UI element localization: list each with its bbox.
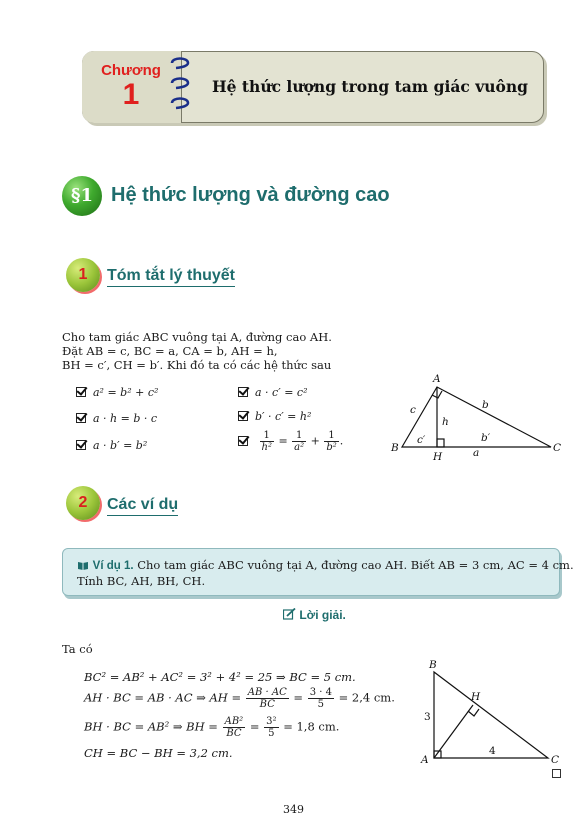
checkbox-icon	[238, 387, 248, 397]
formula-item: b′ · c′ = h²	[238, 410, 311, 423]
checkbox-icon	[238, 436, 248, 446]
checkbox-icon	[76, 440, 86, 450]
svg-text:3: 3	[424, 711, 431, 723]
chapter-number: 1	[122, 78, 140, 111]
triangle-figure-example	[415, 655, 575, 770]
binder-rings-icon	[168, 55, 194, 121]
solution-line4: CH = BC − BH = 3,2 cm.	[84, 746, 233, 760]
formula-item: a · c′ = c²	[238, 386, 308, 399]
pencil-edit-icon	[283, 608, 296, 620]
example-statement: Ví dụ 1. Cho tam giác ABC vuông tại A, đường cao AH. Biết AB = 3 cm, AC = 4 cm.	[77, 558, 574, 572]
theory-intro-line3: BH = c′, CH = b′. Khi đó ta có các hệ thức sau	[62, 358, 332, 372]
theory-title: Tóm tắt lý thuyết	[107, 267, 235, 287]
chapter-word: Chương	[101, 62, 161, 79]
section-title: Hệ thức lượng và đường cao	[111, 184, 390, 206]
svg-text:c: c	[410, 404, 416, 416]
formula-item: a · b′ = b²	[76, 439, 147, 452]
svg-text:C: C	[553, 442, 562, 454]
svg-text:H: H	[433, 451, 443, 463]
examples-number-badge: 2	[66, 486, 100, 520]
solution-line3: BH · BC = AB² ⇒ BH = $\frac{\text{AB²}}{BC}$ = $\frac{\text{3²}}{5}$ = 1,8 cm.	[84, 716, 340, 739]
svg-text:c′: c′	[417, 434, 426, 446]
checkbox-icon	[238, 411, 248, 421]
svg-text:A: A	[421, 754, 429, 766]
example-question: Tính BC, AH, BH, CH.	[77, 574, 206, 588]
solution-line2: AH · BC = AB · AC ⇒ AH = $\frac{AB \cdot AC}{BC}$ = $\frac{3 \cdot 4}{5}$ = 2,4 cm.	[84, 687, 395, 710]
end-of-proof-square	[552, 769, 561, 778]
svg-text:h: h	[442, 416, 449, 428]
triangle-figure-altitude	[385, 370, 575, 465]
checkbox-icon	[76, 413, 86, 423]
formula-item: a · h = b · c	[76, 412, 157, 425]
svg-text:A: A	[433, 373, 441, 385]
svg-text:a: a	[473, 447, 480, 459]
svg-text:B: B	[429, 659, 437, 671]
theory-intro-line2: Đặt AB = c, BC = a, CA = b, AH = h,	[62, 344, 278, 358]
formula-item-fraction: $\frac{1}{\text{h²}}$ = $\frac{1}{\text{a²}}$ + $\frac{1}{\text{b²}}$ .	[238, 430, 343, 453]
svg-text:C: C	[551, 754, 560, 766]
svg-text:B: B	[391, 442, 399, 454]
theory-number-badge: 1	[66, 258, 100, 292]
svg-text:b: b	[482, 399, 489, 411]
chapter-title: Hệ thức lượng trong tam giác vuông	[212, 77, 528, 96]
examples-title: Các ví dụ	[107, 496, 178, 516]
svg-text:H: H	[471, 691, 481, 703]
section-number-badge: §1	[62, 176, 102, 216]
svg-text:b′: b′	[481, 432, 491, 444]
example-label: Ví dụ 1.	[92, 560, 134, 572]
checkbox-icon	[76, 387, 86, 397]
book-icon	[77, 560, 89, 570]
solution-intro: Ta có	[62, 642, 93, 656]
formula-item: a² = b² + c²	[76, 386, 158, 399]
solution-heading: Lời giải.	[283, 608, 346, 622]
svg-text:4: 4	[489, 745, 496, 757]
page-number: 349	[283, 803, 304, 816]
solution-line1: BC² = AB² + AC² = 3² + 4² = 25 ⇒ BC = 5 cm.	[84, 670, 356, 684]
theory-intro-line1: Cho tam giác ABC vuông tại A, đường cao AH.	[62, 330, 332, 344]
